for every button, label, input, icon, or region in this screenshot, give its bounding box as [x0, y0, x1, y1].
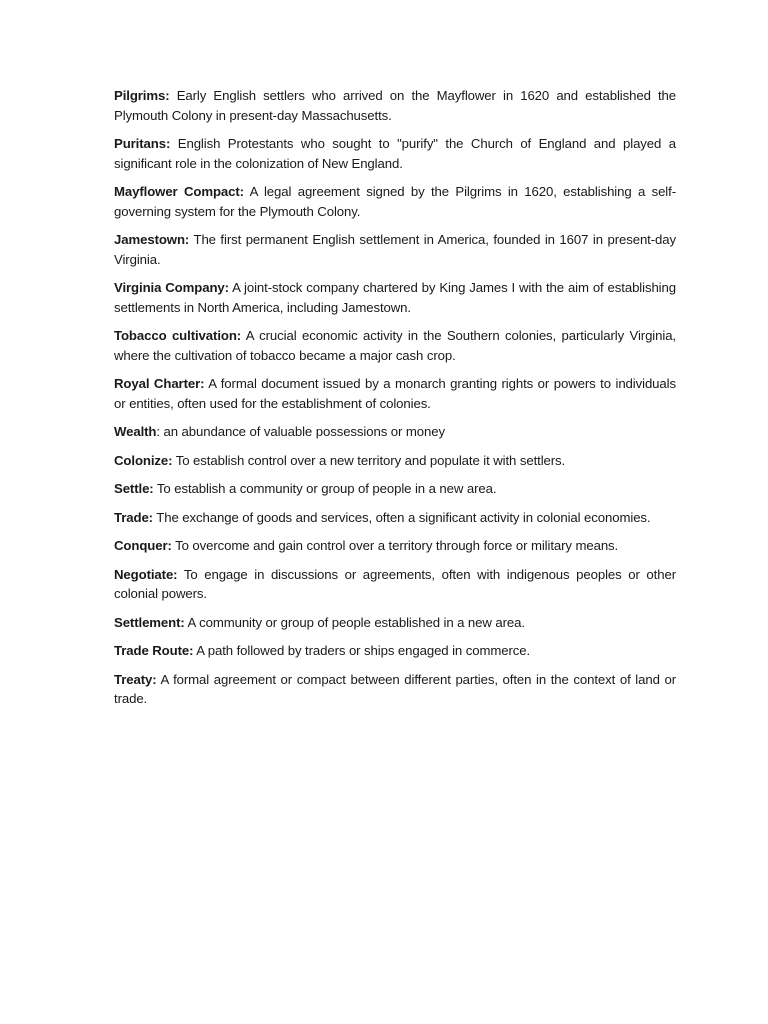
glossary-term: Negotiate:	[114, 566, 178, 582]
glossary-term: Settle:	[114, 481, 154, 496]
glossary-definition: English Protestants who sought to "purify" the Church of England and played a significant role in the colonization of New England.	[114, 136, 676, 171]
glossary-entry-conquer	[114, 536, 676, 556]
glossary-term: Tobacco cultivation:	[114, 328, 242, 343]
glossary-entry-puritans	[114, 134, 676, 173]
glossary-entry-negotiate	[114, 565, 676, 604]
glossary-definition: The first permanent English settlement in America, founded in 1607 in present-day Virginia.	[114, 232, 676, 267]
glossary-definition: : an abundance of valuable possessions or money	[156, 424, 445, 439]
glossary-definition: A joint-stock company chartered by King James I with the aim of establishing settlements in North America, including Jamestown.	[114, 280, 676, 315]
glossary-definition: A path followed by traders or ships engaged in commerce.	[193, 643, 531, 658]
glossary-definition: To establish control over a new territory and populate it with settlers.	[172, 452, 566, 468]
glossary-entry-royal-charter	[114, 374, 676, 413]
glossary-definition: A formal agreement or compact between different parties, often in the context of land or trade.	[114, 671, 676, 706]
glossary-entry-virginia-company	[114, 278, 676, 317]
glossary-term: Treaty:	[114, 671, 157, 687]
glossary-document	[114, 86, 676, 718]
glossary-definition: A formal document issued by a monarch granting rights or powers to individuals or entities, often used for the establishment of colonies.	[114, 376, 676, 411]
glossary-entry-settle	[114, 479, 676, 499]
glossary-definition: To engage in discussions or agreements, often with indigenous peoples or other colonial powers.	[114, 566, 676, 601]
glossary-term: Colonize:	[114, 452, 173, 468]
glossary-entry-trade-route	[114, 641, 676, 661]
glossary-entry-trade	[114, 508, 676, 528]
glossary-entry-settlement	[114, 613, 676, 633]
glossary-definition: To overcome and gain control over a territory through force or military means.	[171, 538, 619, 553]
glossary-term: Puritans:	[114, 136, 171, 151]
glossary-term: Virginia Company:	[114, 280, 229, 295]
glossary-definition: A legal agreement signed by the Pilgrims in 1620, establishing a self-governing system for the Plymouth Colony.	[114, 184, 676, 219]
glossary-definition: The exchange of goods and services, often a significant activity in colonial economies.	[152, 509, 651, 525]
glossary-term: Conquer:	[114, 538, 172, 553]
glossary-entry-mayflower-compact	[114, 182, 676, 221]
glossary-definition: A crucial economic activity in the Southern colonies, particularly Virginia, where the cultivation of tobacco became a major cash crop.	[114, 328, 676, 363]
glossary-entry-colonize	[114, 451, 676, 471]
glossary-term: Jamestown:	[114, 232, 190, 247]
glossary-entry-pilgrims	[114, 86, 676, 125]
glossary-term: Pilgrims:	[114, 88, 170, 103]
glossary-term: Royal Charter:	[114, 376, 205, 391]
glossary-term: Trade:	[114, 509, 153, 525]
glossary-definition: A community or group of people established in a new area.	[184, 614, 525, 630]
glossary-term: Settlement:	[114, 614, 185, 630]
glossary-definition: To establish a community or group of people in a new area.	[153, 481, 497, 496]
glossary-definition: Early English settlers who arrived on the Mayflower in 1620 and established the Plymouth Colony in present-day Massachusetts.	[114, 88, 676, 123]
glossary-term: Trade Route:	[114, 643, 194, 658]
glossary-entry-treaty	[114, 670, 676, 709]
glossary-entry-jamestown	[114, 230, 676, 269]
glossary-entry-tobacco-cultivation	[114, 326, 676, 365]
glossary-term: Wealth	[114, 424, 157, 439]
glossary-term: Mayflower Compact:	[114, 184, 244, 199]
glossary-entry-wealth	[114, 422, 676, 442]
